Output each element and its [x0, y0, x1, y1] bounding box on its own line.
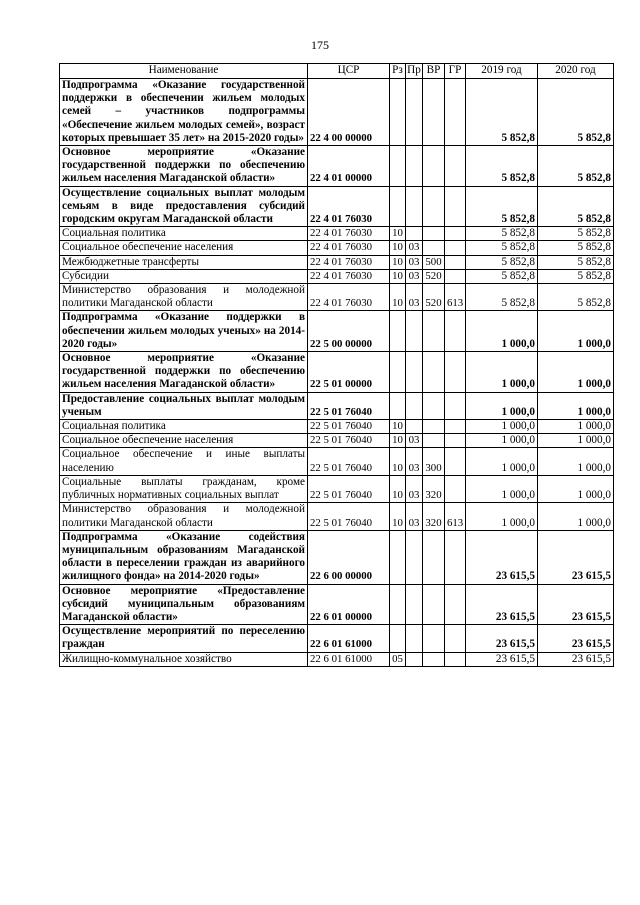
row-gr-cell: [445, 186, 466, 227]
row-rz-cell: [390, 625, 406, 652]
row-csr-cell: 22 4 01 76030: [308, 255, 390, 269]
row-2019-cell: 23 615,5: [466, 530, 538, 584]
row-rz-cell: 10: [390, 434, 406, 448]
row-rz-cell: [390, 392, 406, 419]
row-2019-cell: 1 000,0: [466, 311, 538, 352]
row-2020-cell: 1 000,0: [538, 420, 614, 434]
table-row: [60, 227, 614, 241]
row-name-cell: Социальная политика: [60, 227, 308, 241]
row-gr-cell: [445, 269, 466, 283]
table-row: [60, 352, 614, 393]
row-2020-cell: 5 852,8: [538, 284, 614, 311]
row-rz-cell: [390, 530, 406, 584]
row-pr-cell: [406, 420, 423, 434]
row-pr-cell: 03: [406, 475, 423, 502]
header-gr: ГР: [445, 64, 466, 79]
row-2019-cell: 1 000,0: [466, 352, 538, 393]
row-rz-cell: 10: [390, 241, 406, 255]
table-row: [60, 434, 614, 448]
row-2020-cell: 1 000,0: [538, 352, 614, 393]
row-pr-cell: 03: [406, 255, 423, 269]
row-vr-cell: [423, 352, 445, 393]
row-2019-cell: 1 000,0: [466, 392, 538, 419]
row-2020-cell: 23 615,5: [538, 584, 614, 625]
row-name-cell: Межбюджетные трансферты: [60, 255, 308, 269]
row-rz-cell: 10: [390, 448, 406, 475]
row-name-cell: Жилищно-коммунальное хозяйство: [60, 652, 308, 666]
row-pr-cell: 03: [406, 241, 423, 255]
table-row: [60, 625, 614, 652]
row-vr-cell: 320: [423, 503, 445, 530]
row-name-cell: Министерство образования и молодежной политики Магаданской области: [60, 284, 308, 311]
row-gr-cell: [445, 352, 466, 393]
table-body: [60, 79, 614, 667]
table-row: [60, 269, 614, 283]
row-pr-cell: 03: [406, 448, 423, 475]
table-row: [60, 503, 614, 530]
row-gr-cell: [445, 255, 466, 269]
row-name-cell: Основное мероприятие «Оказание государственной поддержки по обеспечению жильем населения Магаданской области»: [60, 352, 308, 393]
row-2019-cell: 1 000,0: [466, 434, 538, 448]
table-row: [60, 284, 614, 311]
row-rz-cell: 10: [390, 475, 406, 502]
row-rz-cell: 05: [390, 652, 406, 666]
header-2020: 2020 год: [538, 64, 614, 79]
row-vr-cell: 500: [423, 255, 445, 269]
row-vr-cell: [423, 79, 445, 146]
row-name-cell: Подпрограмма «Оказание государственной поддержки в обеспечении жильем молодых семей – участников подпрограммы «Обеспечение жильем молодых семей», возраст которых превышает 35 лет» на 2015-2020 годы»: [60, 79, 308, 146]
row-vr-cell: [423, 241, 445, 255]
table-row: [60, 255, 614, 269]
row-pr-cell: 03: [406, 434, 423, 448]
row-vr-cell: [423, 146, 445, 187]
row-name-cell: Социальное обеспечение населения: [60, 241, 308, 255]
row-vr-cell: [423, 392, 445, 419]
row-2019-cell: 5 852,8: [466, 227, 538, 241]
row-pr-cell: [406, 186, 423, 227]
row-2019-cell: 5 852,8: [466, 146, 538, 187]
table-row: [60, 241, 614, 255]
row-2019-cell: 1 000,0: [466, 420, 538, 434]
table-row: [60, 448, 614, 475]
row-gr-cell: [445, 530, 466, 584]
table-row: [60, 652, 614, 666]
row-csr-cell: 22 6 01 00000: [308, 584, 390, 625]
header-csr: ЦСР: [308, 64, 390, 79]
row-2020-cell: 5 852,8: [538, 186, 614, 227]
row-csr-cell: 22 5 01 76040: [308, 503, 390, 530]
row-csr-cell: 22 4 01 76030: [308, 269, 390, 283]
header-vr: ВР: [423, 64, 445, 79]
row-vr-cell: [423, 530, 445, 584]
row-csr-cell: 22 4 01 76030: [308, 186, 390, 227]
row-gr-cell: [445, 652, 466, 666]
row-rz-cell: [390, 186, 406, 227]
row-vr-cell: 520: [423, 284, 445, 311]
row-gr-cell: [445, 420, 466, 434]
row-name-cell: Осуществление социальных выплат молодым семьям в виде предоставления субсидий городским округам Магаданской области: [60, 186, 308, 227]
row-gr-cell: 613: [445, 284, 466, 311]
row-pr-cell: [406, 146, 423, 187]
row-2020-cell: 5 852,8: [538, 79, 614, 146]
row-pr-cell: [406, 79, 423, 146]
row-gr-cell: [445, 146, 466, 187]
row-pr-cell: [406, 311, 423, 352]
table-row: [60, 392, 614, 419]
row-2019-cell: 1 000,0: [466, 448, 538, 475]
row-2020-cell: 23 615,5: [538, 625, 614, 652]
row-name-cell: Социальное обеспечение населения: [60, 434, 308, 448]
row-rz-cell: 10: [390, 269, 406, 283]
row-vr-cell: [423, 652, 445, 666]
row-vr-cell: [423, 434, 445, 448]
row-gr-cell: [445, 227, 466, 241]
row-pr-cell: [406, 652, 423, 666]
row-rz-cell: 10: [390, 420, 406, 434]
header-pr: Пр: [406, 64, 423, 79]
row-vr-cell: [423, 420, 445, 434]
row-2019-cell: 5 852,8: [466, 79, 538, 146]
row-pr-cell: [406, 625, 423, 652]
row-gr-cell: [445, 475, 466, 502]
row-vr-cell: 520: [423, 269, 445, 283]
row-csr-cell: 22 4 01 76030: [308, 284, 390, 311]
row-2019-cell: 5 852,8: [466, 269, 538, 283]
row-rz-cell: 10: [390, 503, 406, 530]
row-csr-cell: 22 5 01 76040: [308, 448, 390, 475]
row-gr-cell: [445, 392, 466, 419]
table-row: [60, 79, 614, 146]
row-2019-cell: 1 000,0: [466, 503, 538, 530]
table-row: [60, 311, 614, 352]
budget-table: [59, 63, 614, 667]
row-2020-cell: 5 852,8: [538, 227, 614, 241]
header-2019: 2019 год: [466, 64, 538, 79]
row-vr-cell: [423, 186, 445, 227]
table-row: [60, 530, 614, 584]
row-rz-cell: 10: [390, 227, 406, 241]
row-gr-cell: [445, 241, 466, 255]
row-rz-cell: 10: [390, 284, 406, 311]
row-csr-cell: 22 5 01 76040: [308, 475, 390, 502]
row-vr-cell: 300: [423, 448, 445, 475]
row-name-cell: Подпрограмма «Оказание поддержки в обеспечении жильем молодых ученых» на 2014-2020 годы»: [60, 311, 308, 352]
row-vr-cell: [423, 584, 445, 625]
row-vr-cell: [423, 311, 445, 352]
row-csr-cell: 22 6 01 61000: [308, 652, 390, 666]
row-csr-cell: 22 6 00 00000: [308, 530, 390, 584]
row-name-cell: Подпрограмма «Оказание содействия муниципальным образованиям Магаданской области в переселении граждан из аварийного жилищного фонда» на 2014-2020 годы»: [60, 530, 308, 584]
page-number: 175: [311, 38, 329, 52]
row-2020-cell: 5 852,8: [538, 241, 614, 255]
row-rz-cell: 10: [390, 255, 406, 269]
row-rz-cell: [390, 311, 406, 352]
row-csr-cell: 22 6 01 61000: [308, 625, 390, 652]
row-2019-cell: 23 615,5: [466, 625, 538, 652]
row-csr-cell: 22 5 01 00000: [308, 352, 390, 393]
row-csr-cell: 22 5 01 76040: [308, 420, 390, 434]
row-pr-cell: [406, 352, 423, 393]
row-2019-cell: 1 000,0: [466, 475, 538, 502]
row-2019-cell: 5 852,8: [466, 255, 538, 269]
row-name-cell: Основное мероприятие «Предоставление субсидий муниципальным образованиям Магаданской области»: [60, 584, 308, 625]
row-gr-cell: [445, 448, 466, 475]
table-row: [60, 475, 614, 502]
row-2019-cell: 23 615,5: [466, 584, 538, 625]
row-csr-cell: 22 4 01 00000: [308, 146, 390, 187]
row-2020-cell: 1 000,0: [538, 392, 614, 419]
row-gr-cell: [445, 584, 466, 625]
row-pr-cell: [406, 227, 423, 241]
row-pr-cell: [406, 530, 423, 584]
row-rz-cell: [390, 584, 406, 625]
row-name-cell: Осуществление мероприятий по переселению граждан: [60, 625, 308, 652]
header-name: Наименование: [60, 64, 308, 79]
row-rz-cell: [390, 146, 406, 187]
row-pr-cell: 03: [406, 503, 423, 530]
row-gr-cell: [445, 434, 466, 448]
row-2020-cell: 1 000,0: [538, 434, 614, 448]
row-name-cell: Основное мероприятие «Оказание государственной поддержки по обеспечению жильем населения Магаданской области»: [60, 146, 308, 187]
row-2020-cell: 1 000,0: [538, 448, 614, 475]
row-2019-cell: 5 852,8: [466, 186, 538, 227]
row-gr-cell: [445, 311, 466, 352]
row-pr-cell: 03: [406, 269, 423, 283]
row-gr-cell: [445, 79, 466, 146]
row-csr-cell: 22 4 01 76030: [308, 227, 390, 241]
row-csr-cell: 22 4 01 76030: [308, 241, 390, 255]
row-gr-cell: 613: [445, 503, 466, 530]
row-2020-cell: 5 852,8: [538, 146, 614, 187]
table-row: [60, 584, 614, 625]
row-2020-cell: 23 615,5: [538, 530, 614, 584]
row-csr-cell: 22 5 00 00000: [308, 311, 390, 352]
row-vr-cell: 320: [423, 475, 445, 502]
row-name-cell: Субсидии: [60, 269, 308, 283]
row-csr-cell: 22 5 01 76040: [308, 392, 390, 419]
row-rz-cell: [390, 79, 406, 146]
row-vr-cell: [423, 625, 445, 652]
row-2020-cell: 23 615,5: [538, 652, 614, 666]
row-2020-cell: 1 000,0: [538, 475, 614, 502]
row-pr-cell: [406, 584, 423, 625]
row-2020-cell: 5 852,8: [538, 269, 614, 283]
row-csr-cell: 22 4 00 00000: [308, 79, 390, 146]
table-header-row: [60, 64, 614, 79]
row-2019-cell: 5 852,8: [466, 284, 538, 311]
row-name-cell: Социальные выплаты гражданам, кроме публичных нормативных социальных выплат: [60, 475, 308, 502]
row-2020-cell: 1 000,0: [538, 503, 614, 530]
row-2019-cell: 23 615,5: [466, 652, 538, 666]
row-pr-cell: 03: [406, 284, 423, 311]
row-2020-cell: 1 000,0: [538, 311, 614, 352]
row-name-cell: Социальная политика: [60, 420, 308, 434]
row-2020-cell: 5 852,8: [538, 255, 614, 269]
header-rz: Рз: [390, 64, 406, 79]
table-row: [60, 146, 614, 187]
row-name-cell: Социальное обеспечение и иные выплаты населению: [60, 448, 308, 475]
row-vr-cell: [423, 227, 445, 241]
row-name-cell: Министерство образования и молодежной политики Магаданской области: [60, 503, 308, 530]
row-gr-cell: [445, 625, 466, 652]
row-pr-cell: [406, 392, 423, 419]
row-rz-cell: [390, 352, 406, 393]
row-name-cell: Предоставление социальных выплат молодым ученым: [60, 392, 308, 419]
row-2019-cell: 5 852,8: [466, 241, 538, 255]
row-csr-cell: 22 5 01 76040: [308, 434, 390, 448]
table-row: [60, 186, 614, 227]
table-row: [60, 420, 614, 434]
